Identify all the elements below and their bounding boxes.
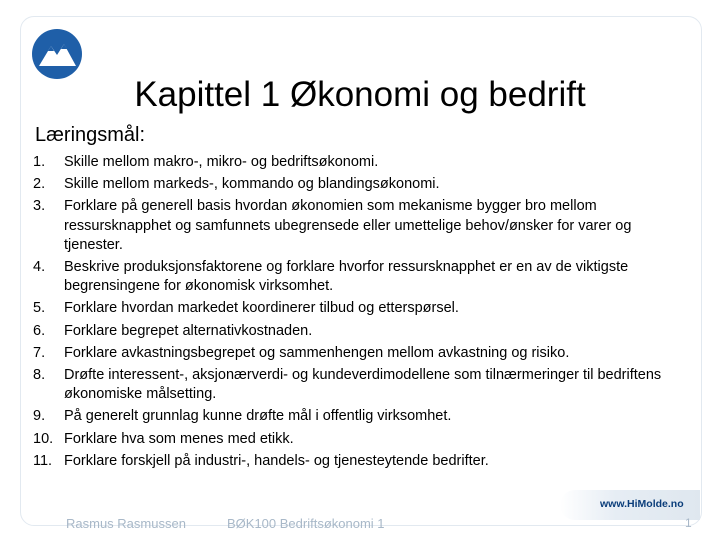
list-item-number: 6. [33,322,46,339]
list-item-text: Forklare begrepet alternativkostnaden. [64,322,313,339]
list-item [33,197,663,255]
list-item [33,175,663,194]
list-item [33,258,663,296]
list-item-text: Beskrive produksjonsfaktorene og forklare hvorfor ressursknapphet er en av de viktigste begrensingene for økonomisk virksomhet. [64,259,629,295]
list-item [33,344,663,363]
slide-title: Kapittel 1 Økonomi og bedrift [134,75,586,114]
list-item-number: 1. [33,154,46,170]
list-item-text: Forklare hva som menes med etikk. [64,430,294,447]
learning-goals-heading: Læringsmål: [35,124,146,146]
list-item [33,322,663,341]
list-item-number: 5. [33,300,46,317]
list-item-number: 11. [33,452,53,469]
list-item-text: Forklare avkastningsbegrepet og sammenhengen mellom avkastning og risiko. [64,344,570,361]
list-item-number: 2. [33,176,46,193]
footer-author: Rasmus Rasmussen [66,516,186,531]
himolde-logo-icon [31,28,83,80]
list-item-text: Skille mellom markeds-, kommando og blandingsøkonomi. [64,176,440,193]
list-item-number: 9. [33,408,46,425]
list-item [33,407,663,426]
list-item-text: Skille mellom makro-, mikro- og bedriftsøkonomi. [64,154,379,170]
list-item-text: Forklare på generell basis hvordan økonomien som mekanisme bygger bro mellom ressursknapphet og samfunnets ubegrensede eller umettelige behov/ønsker for varer og tjenester. [64,198,632,253]
list-item-text: Drøfte interessent-, aksjonærverdi- og kundeverdimodellene som tilnærmeringer til bedriftens økonomiske målsetting. [64,367,662,403]
list-item [33,452,663,471]
list-item-number: 3. [33,198,46,215]
page-number: 1 [685,516,692,530]
list-item [33,299,663,318]
list-item-number: 4. [33,259,46,276]
list-item [33,430,663,449]
list-item [33,153,663,172]
list-item-number: 7. [33,344,46,361]
list-item-text: Forklare hvordan markedet koordinerer tilbud og etterspørsel. [64,300,459,317]
list-item-number: 8. [33,367,46,384]
list-item-text: På generelt grunnlag kunne drøfte mål i offentlig virksomhet. [64,408,452,425]
website-link[interactable]: www.HiMolde.no [600,498,684,510]
learning-goals-list [33,153,663,474]
list-item [33,366,663,404]
footer-course: BØK100 Bedriftsøkonomi 1 [227,516,385,531]
list-item-number: 10. [33,430,54,447]
list-item-text: Forklare forskjell på industri-, handels- og tjenesteytende bedrifter. [64,452,489,469]
